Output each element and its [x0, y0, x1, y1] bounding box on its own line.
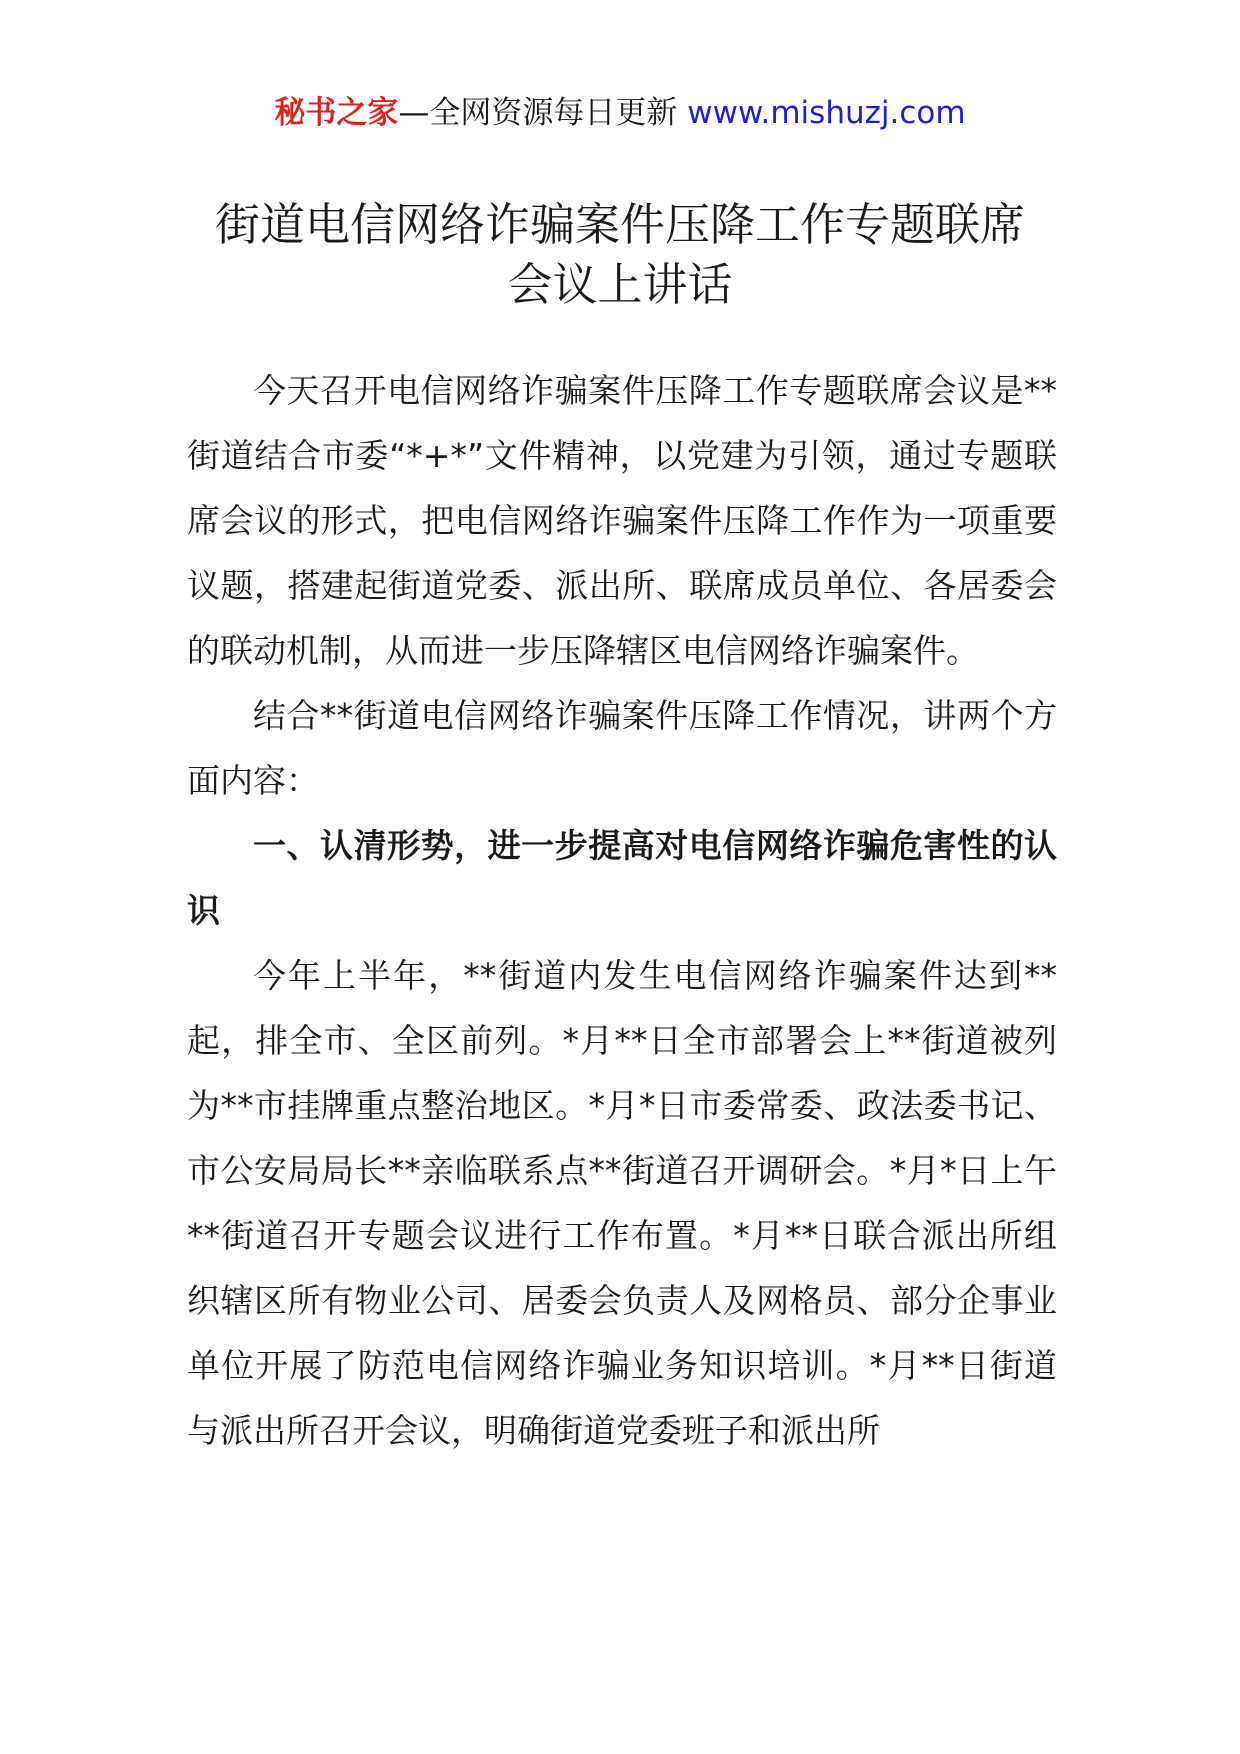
document-body [187, 358, 1057, 1463]
paragraph-situation: 今年上半年，**街道内发生电信网络诈骗案件达到**起，排全市、全区前列。*月**日全市部署会上**街道被列为**市挂牌重点整治地区。*月*日市委常委、政法委书记、市公安局局长**亲临联系点**街道召开调研会。*月*日上午**街道召开专题会议进行工作布置。*月**日联合派出所组织辖区所有物业公司、居委会负责人及网格员、部分企事业单位开展了防范电信网络诈骗业务知识培训。*月**日街道与派出所召开会议，明确街道党委班子和派出所 [187, 956, 1057, 1450]
section-heading-1: 一、认清形势，进一步提高对电信网络诈骗危害性的认识 [187, 826, 1057, 930]
paragraph-intro: 今天召开电信网络诈骗案件压降工作专题联席会议是**街道结合市委“*+*”文件精神，以党建为引领，通过专题联席会议的形式，把电信网络诈骗案件压降工作作为一项重要议题，搭建起街道党委、派出所、联席成员单位、各居委会的联动机制，从而进一步压降辖区电信网络诈骗案件。 [187, 371, 1057, 670]
site-header [0, 88, 1240, 138]
brand-name: 秘书之家 [274, 95, 399, 131]
paragraph-overview: 结合**街道电信网络诈骗案件压降工作情况，讲两个方面内容： [187, 696, 1057, 800]
header-tagline: —全网资源每日更新 [398, 95, 688, 131]
title-line-1: 街道电信网络诈骗案件压降工作专题联席 [214, 198, 1025, 251]
site-url[interactable]: www.mishuzj.com [687, 95, 966, 131]
title-line-2: 会议上讲话 [507, 258, 733, 311]
document-title [170, 195, 1070, 315]
